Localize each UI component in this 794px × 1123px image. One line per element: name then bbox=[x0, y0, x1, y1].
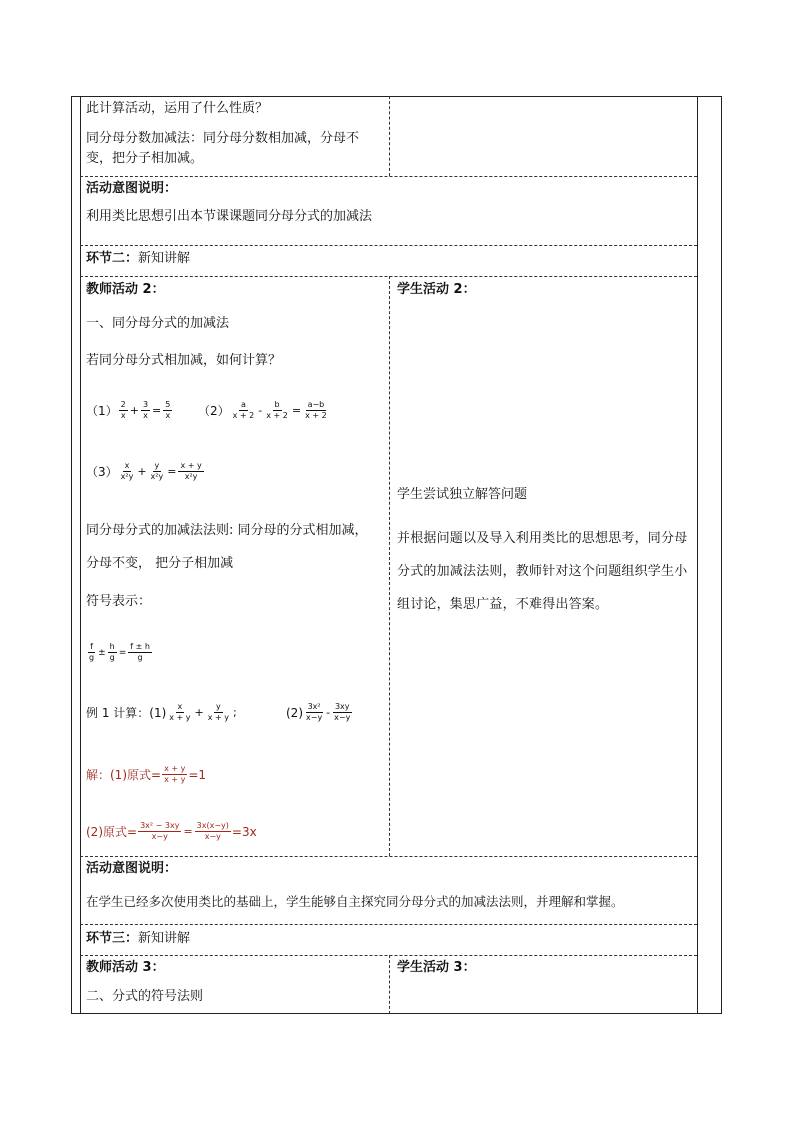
symbol-label: 符号表示： bbox=[86, 594, 152, 609]
link-3-title bbox=[86, 930, 190, 948]
fraction: $\frac{f \pm h}{g}$ bbox=[130, 642, 150, 662]
exercise-3-label: （3） bbox=[86, 465, 118, 479]
teacher-2-question: 若同分母分式相加减，如何计算？ bbox=[86, 353, 282, 368]
fraction: $\frac{x}{x + y}$ bbox=[169, 702, 191, 722]
fraction: $\frac{5}{x}$ bbox=[165, 400, 171, 420]
exercise-2: （2） $\frac{a}{x + 2}$ - $\frac{b}{x + 2}$ = $\frac{a-b}{x + 2}$ bbox=[198, 400, 327, 420]
rule-4 bbox=[80, 856, 697, 857]
prior-answer-line1: 同分母分数加减法：同分母分数相加减，分母不 bbox=[86, 131, 360, 146]
solution-1: 解：(1)原式= $\frac{x + y}{x + y}$ =1 bbox=[86, 764, 207, 784]
prior-question: 此计算活动，运用了什么性质？ bbox=[86, 101, 269, 116]
fraction: $\frac{b}{x + 2}$ bbox=[266, 400, 288, 420]
example-1-label: 例 1 计算：(1) bbox=[86, 706, 167, 720]
inner-left-border bbox=[80, 96, 81, 1014]
column-divider-1 bbox=[389, 96, 390, 176]
fraction: $\frac{h}{g}$ bbox=[109, 642, 115, 662]
fraction: $\frac{x + y}{\text{x²y}}$ bbox=[180, 461, 202, 481]
example-1-part-1: 例 1 计算：(1) $\frac{x}{x + y}$ + $\frac{y}{x + y}$ ; bbox=[86, 702, 237, 722]
student-activity-3-heading: 学生活动 3： bbox=[397, 960, 476, 975]
symbol-formula: $\frac{f}{g}$ ± $\frac{h}{g}$ = $\frac{f \pm h}{g}$ bbox=[89, 642, 150, 662]
link-2-heading: 环节二： bbox=[86, 251, 139, 266]
fraction: $\frac{3x(x-y)}{x-y}$ bbox=[196, 821, 229, 841]
student-2-line1: 学生尝试独立解答问题 bbox=[397, 487, 528, 502]
teacher-3-subtitle: 二、分式的符号法则 bbox=[86, 989, 204, 1004]
teacher-activity-2-heading: 教师活动 2： bbox=[86, 282, 165, 297]
intent-heading-1: 活动意图说明： bbox=[86, 181, 178, 196]
fraction: $\frac{y}{\text{x²y}}$ bbox=[150, 461, 164, 481]
student-activity-2-heading: 学生活动 2： bbox=[397, 282, 476, 297]
link-3-heading: 环节三： bbox=[86, 931, 139, 946]
intent-heading-2: 活动意图说明： bbox=[86, 861, 178, 876]
exercise-1-label: （1） bbox=[86, 404, 118, 418]
fraction: $\frac{a-b}{x + 2}$ bbox=[305, 400, 327, 420]
rule-line-2: 分母不变， 把分子相加减 bbox=[86, 556, 234, 571]
link-2-label: 新知讲解 bbox=[138, 251, 191, 266]
link-3-label: 新知讲解 bbox=[138, 931, 191, 946]
rule-line-1: 同分母分式的加减法法则: 同分母的分式相加减， bbox=[86, 523, 368, 538]
fraction: $\frac{3xy}{x-y}$ bbox=[334, 702, 351, 722]
rule-6 bbox=[80, 955, 697, 956]
exercise-3: （3） $\frac{x}{\text{x²y}}$ + $\frac{y}{\text{x²y}}$ = $\frac{x + y}{\text{x²y}}$ bbox=[86, 461, 202, 481]
prior-answer-line2: 变，把分子相加减。 bbox=[86, 151, 204, 166]
intent-text-2: 在学生已经多次使用类比的基础上，学生能够自主探究同分母分式的加减法法则，并理解和掌握。 bbox=[86, 894, 624, 909]
fraction: $\frac{y}{x + y}$ bbox=[207, 702, 230, 722]
column-divider-3 bbox=[389, 955, 390, 1014]
teacher-activity-3-heading: 教师活动 3： bbox=[86, 960, 165, 975]
right-margin-line bbox=[697, 96, 698, 1014]
exercise-2-label: （2） bbox=[198, 404, 230, 418]
rule-5 bbox=[80, 924, 697, 925]
rule-2 bbox=[80, 245, 697, 246]
rule-3 bbox=[80, 276, 697, 277]
teacher-2-subtitle: 一、同分母分式的加减法 bbox=[86, 316, 230, 331]
link-2-title bbox=[86, 250, 190, 268]
example-1-part-2: (2) $\frac{\text{3x²}}{x-y}$ - $\frac{3xy}{x-y}$ bbox=[286, 702, 351, 722]
exercise-1: （1） $\frac{2}{x}$ + $\frac{3}{x}$ = $\frac{5}{x}$ bbox=[86, 400, 171, 420]
student-2-paragraph: 并根据问题以及导入利用类比的思想思考，同分母分式的加减法法则，教师针对这个问题组织学生小组讨论，集思广益，不难得出答案。 bbox=[397, 531, 688, 612]
fraction: $\frac{3}{x}$ bbox=[142, 400, 149, 420]
fraction: $\frac{\text{3x²}}{x-y}$ bbox=[306, 702, 323, 722]
fraction: $\frac{x}{\text{x²y}}$ bbox=[120, 461, 134, 481]
rule-1 bbox=[80, 176, 697, 177]
solution-2: (2)原式= $\frac{\text{3x² − 3xy}}{x-y}$ = $\frac{3x(x-y)}{x-y}$ =3x bbox=[86, 821, 257, 841]
fraction: $\frac{2}{x}$ bbox=[120, 400, 126, 420]
fraction: $\frac{x + y}{x + y}$ bbox=[164, 764, 186, 784]
intent-text-1: 利用类比思想引出本节课课题同分母分式的加减法 bbox=[86, 209, 373, 224]
fraction: $\frac{\text{3x² − 3xy}}{x-y}$ bbox=[140, 821, 180, 841]
fraction: $\frac{a}{x + 2}$ bbox=[232, 400, 255, 420]
fraction: $\frac{f}{g}$ bbox=[89, 642, 95, 662]
column-divider-2 bbox=[389, 276, 390, 856]
